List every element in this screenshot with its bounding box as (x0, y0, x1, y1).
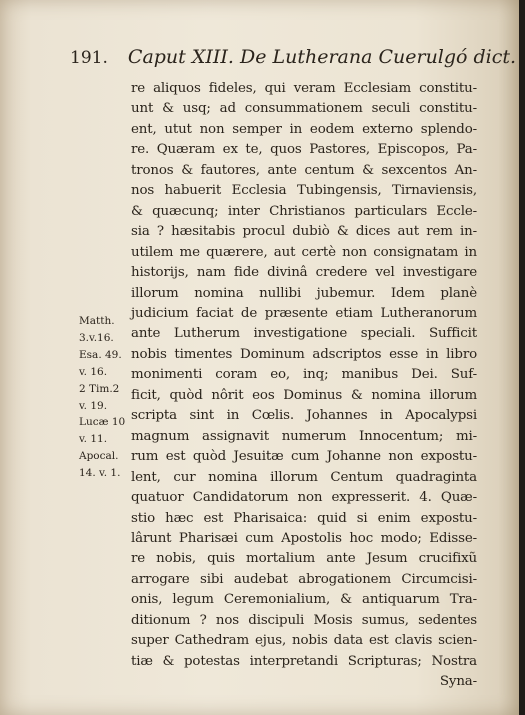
text-line: scripta sint in Cœlis. Johannes in Apocalypsi (131, 408, 477, 424)
margin-note: 2 Tim.2 (79, 382, 120, 395)
text-line: nos habuerit Ecclesia Tubingensis, Tirnaviensis, (131, 183, 477, 199)
margin-references (79, 313, 131, 482)
text-line: nobis timentes Dominum adscriptos esse in libro (131, 346, 477, 362)
margin-note: v. 11. (79, 433, 108, 446)
page-edge-shadow (519, 0, 525, 715)
text-line: onis, legum Ceremonialium, & antiquarum Tra- (131, 592, 477, 608)
margin-note: 3.v.16. (79, 331, 114, 344)
text-line: re. Quæram ex te, quos Pastores, Episcopos, Pa- (131, 142, 477, 158)
running-title: Caput XIII. De Lutherana Cuerulgó dict. (127, 46, 517, 68)
text-line: illorum nomina nullibi jubemur. Idem planè (131, 285, 477, 301)
text-line: super Cathedram ejus, nobis data est clavis scien- (131, 633, 477, 649)
text-line: re aliquos fideles, qui veram Ecclesiam constitu- (131, 81, 477, 96)
text-line: rum est quòd Jesuitæ cum Johanne non expostu- (131, 449, 477, 465)
text-line: magnum assignavit numerum Innocentum; mi- (131, 428, 477, 444)
text-line: historijs, nam fide divinâ credere vel investigare (131, 265, 477, 281)
margin-note: v. 19. (79, 399, 108, 412)
text-line: utilem me quærere, aut certè non consignatam in (131, 244, 477, 260)
text-line: ficit, quòd nôrit eos Dominus & nomina illorum (131, 387, 477, 403)
catchword: Syna- (439, 674, 477, 690)
text-line: tronos & fautores, ante centum & sexcentos An- (131, 162, 477, 178)
margin-note: v. 16. (79, 365, 108, 378)
margin-note: Lucæ 10 (79, 416, 126, 429)
margin-note: Apocal. (79, 450, 119, 463)
text-line: arrogare sibi audebat abrogationem Circumcisi- (131, 571, 477, 587)
text-line: lent, cur nomina illorum Centum quadraginta (131, 469, 477, 485)
margin-note: Esa. 49. (79, 348, 122, 361)
text-line: lârunt Pharisæi cum Apostolis hoc modo; Edisse- (131, 530, 477, 546)
margin-note: Matth. (79, 315, 115, 327)
text-line: & quæcunq; inter Christianos particulars Eccle- (131, 203, 477, 219)
text-line: re nobis, quis mortalium ante Jesum crucifixũ (131, 551, 477, 567)
text-line: unt & usq; ad consummationem seculi constitu- (131, 101, 477, 117)
text-line: ent, utut non semper in eodem externo splendo- (131, 121, 477, 137)
page-header (70, 46, 517, 68)
text-line: judicium faciat de præsente etiam Lutheranorum (131, 305, 477, 321)
body-text (131, 79, 477, 693)
text-line: ditionum ? nos discipuli Mosis sumus, sedentes (131, 612, 477, 628)
text-line: sia ? hæsitabis procul dubiò & dices aut rem in- (131, 224, 477, 240)
text-line: stio hæc est Pharisaica: quid si enim expostu- (131, 510, 477, 526)
text-line: monimenti coram eo, inq; manibus Dei. Suf- (131, 367, 477, 383)
text-line: tiæ & potestas interpretandi Scripturas; Nostra (131, 653, 477, 669)
page-number: 191. (70, 48, 108, 68)
margin-note: 14. v. 1. (79, 467, 121, 480)
text-line: ante Lutherum investigatione speciali. Sufficit (131, 326, 477, 342)
text-line: quatuor Candidatorum non expresserit. 4. Quæ- (131, 490, 477, 506)
